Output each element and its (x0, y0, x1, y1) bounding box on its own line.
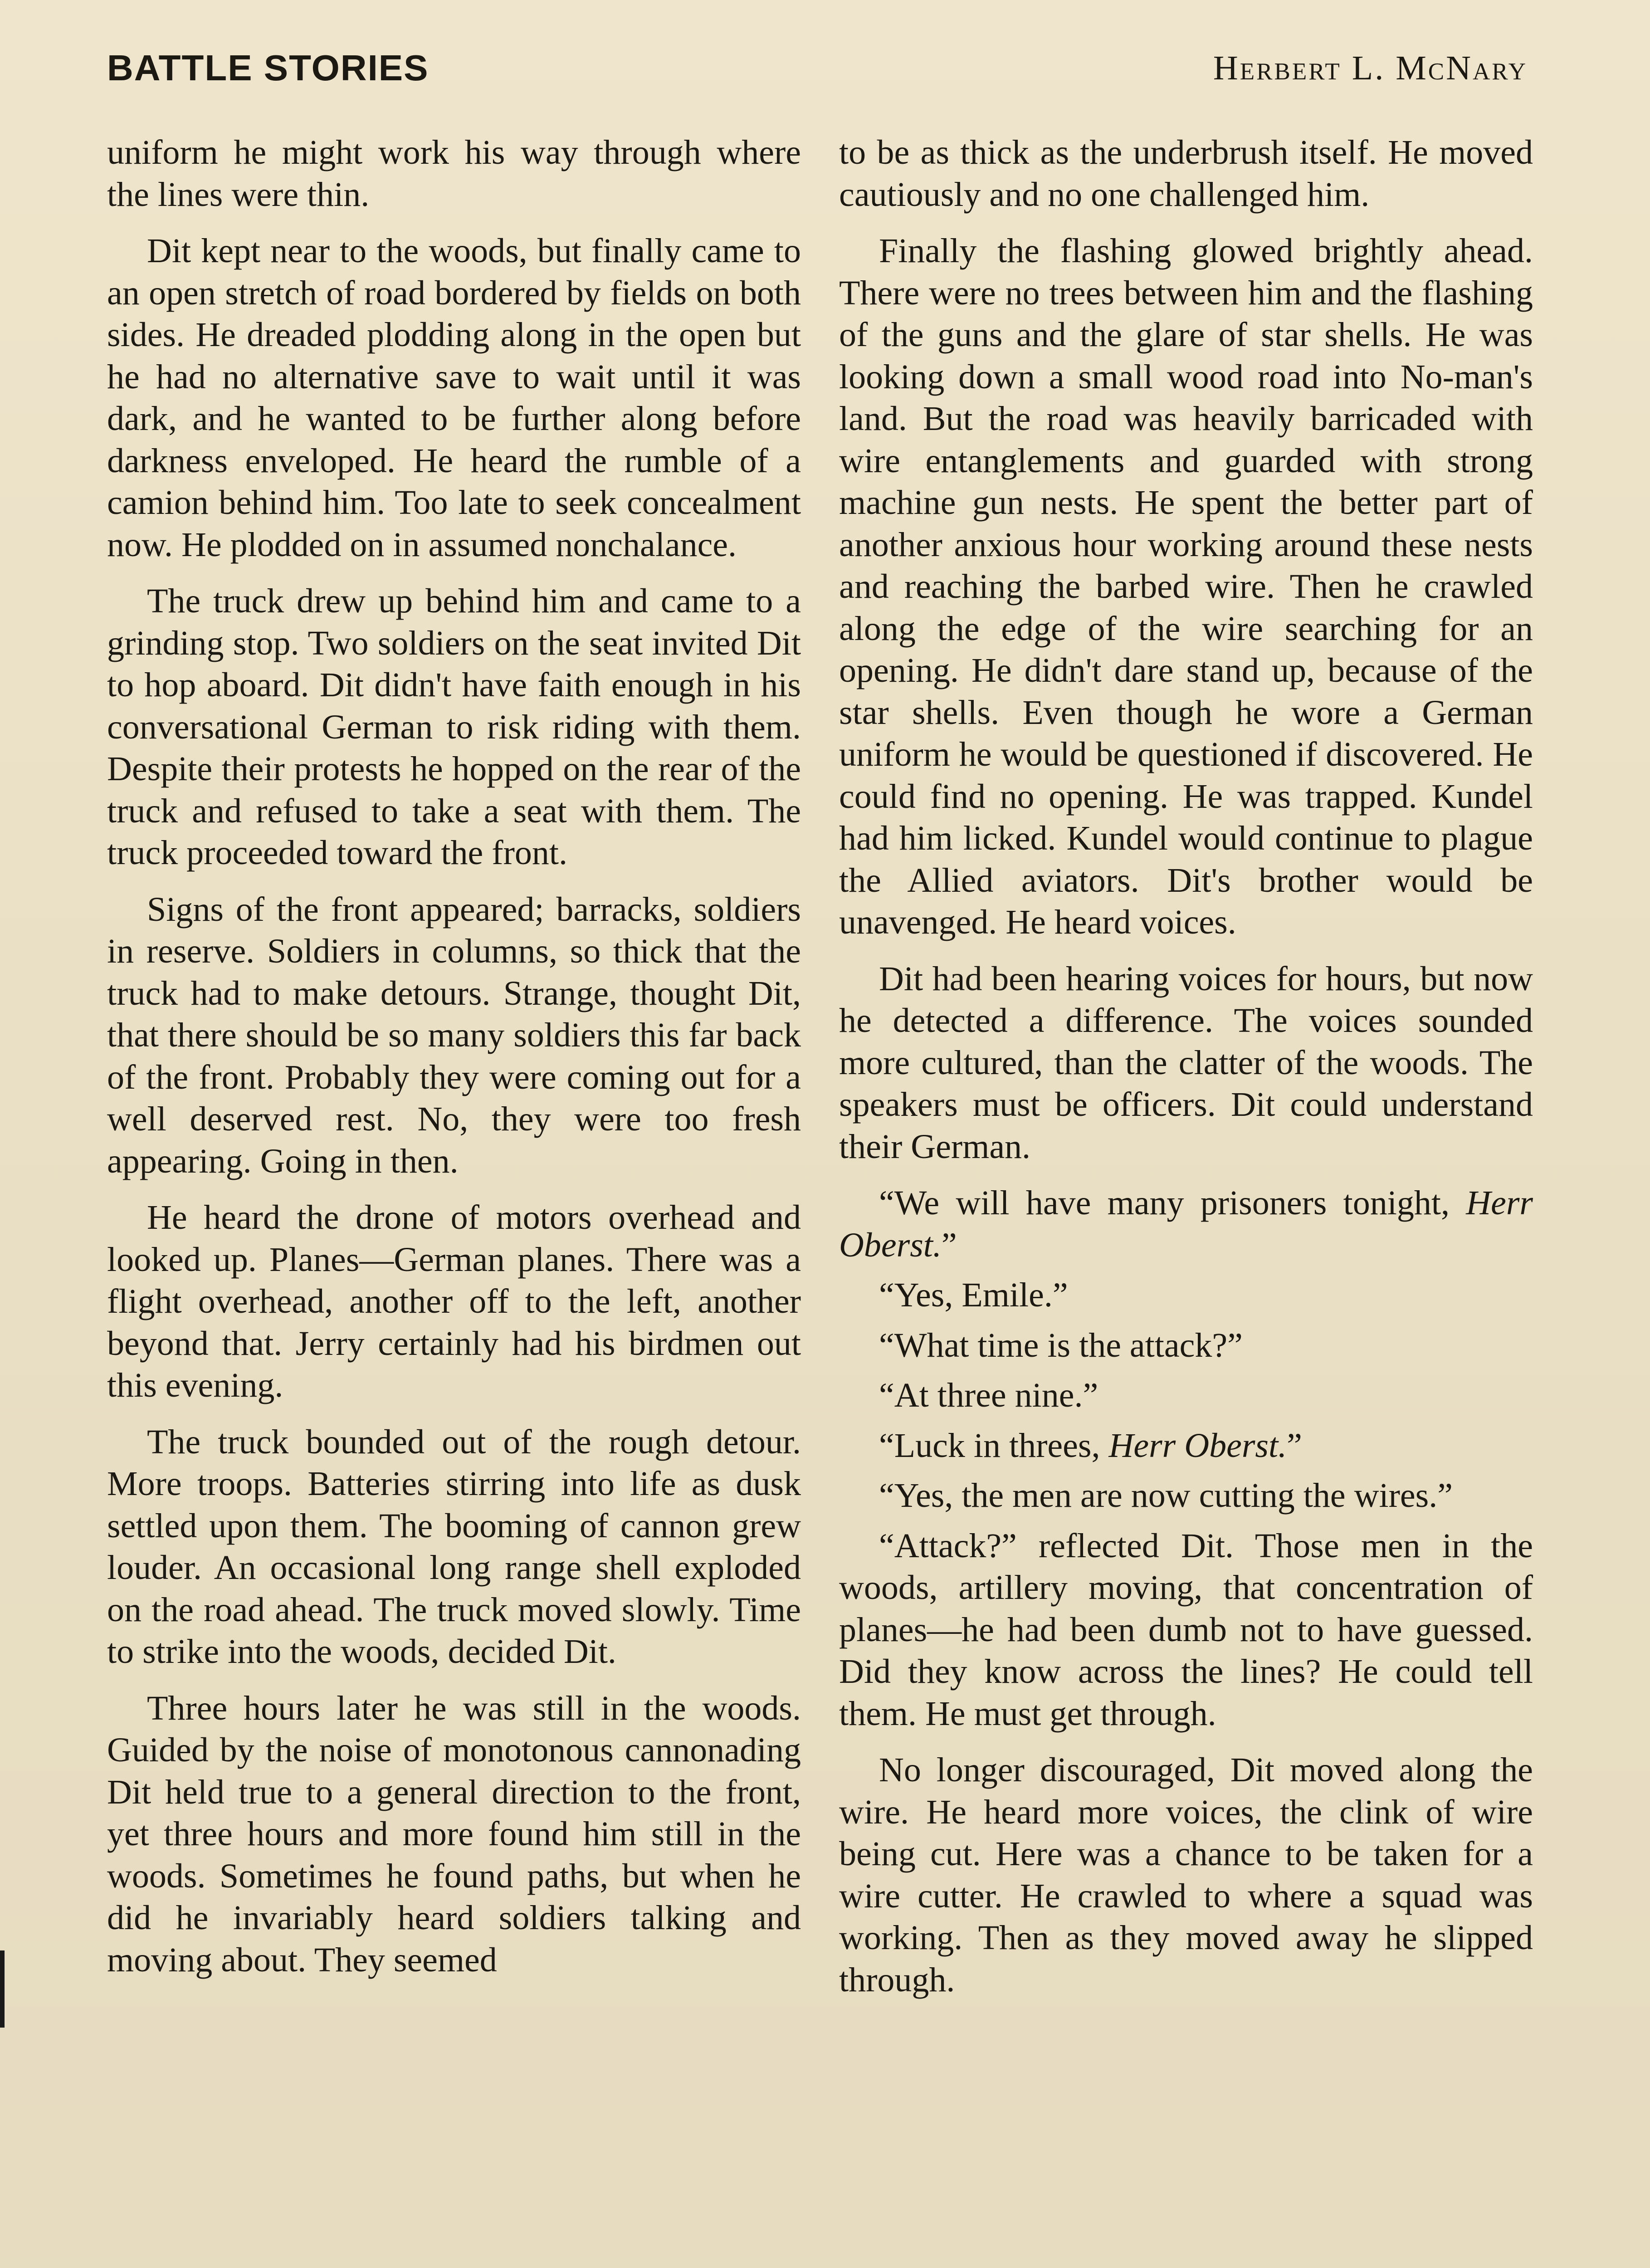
paragraph: “Attack?” reflected Dit. Those men in the woods, artillery moving, that concentration of planes—he had been dumb not to have guessed. Did they know across the lines? He could tell them. He must get through. (839, 1526, 1533, 1733)
paragraph: The truck bounded out of the rough detour. More troops. Batteries stirring into life as dusk settled upon them. The booming of cannon grew louder. An occasional long range shell exploded on the road ahead. The truck moved slowly. Time to strike into the woods, decided Dit. (107, 1422, 801, 1671)
right-column (839, 132, 1533, 2015)
dialogue-close: ” (941, 1226, 957, 1264)
dialogue-line (839, 1425, 1533, 1467)
paragraph: Three hours later he was still in the woods. Guided by the noise of monotonous cannonading Dit held true to a general direction to the front, yet three hours and more found him still in the woods. Sometimes he found paths, but when he did he invariably heard soldiers talking and moving about. They seemed (107, 1689, 801, 1979)
paragraph: No longer discouraged, Dit moved along the wire. He heard more voices, the clink of wire being cut. Here was a chance to be taken for a wire cutter. He crawled to where a squad was working. Then as they moved away he slipped through. (839, 1751, 1533, 1999)
dialogue-line: “At three nine.” (879, 1376, 1098, 1414)
paragraph: uniform he might work his way through where the lines were thin. (107, 133, 801, 214)
dialogue-text: “We will have many prisoners tonight, (879, 1184, 1466, 1222)
dialogue-close: ” (1287, 1426, 1302, 1465)
paragraph: Signs of the front appeared; barracks, soldiers in reserve. Soldiers in columns, so thick that the truck had to make detours. Strange, thought Dit, that there should be so many soldiers this far back of the front. Probably they were coming out for a well deserved rest. No, they were too fresh appearing. Going in then. (107, 890, 801, 1180)
dialogue-line: “Yes, the men are now cutting the wires.” (879, 1476, 1453, 1515)
magazine-title: BATTLE STORIES (107, 48, 429, 88)
dialogue-emphasis: Herr Oberst. (839, 1184, 1533, 1264)
paragraph: to be as thick as the underbrush itself. He moved cautiously and no one challenged him. (839, 133, 1533, 214)
paragraph: He heard the drone of motors overhead and looked up. Planes—German planes. There was a flight overhead, another off to the left, another beyond that. Jerry certainly had his birdmen out this evening. (107, 1198, 801, 1404)
dialogue-emphasis: Herr Oberst. (1108, 1426, 1287, 1465)
left-column (107, 132, 801, 1995)
paragraph: Finally the flashing glowed brightly ahead. There were no trees between him and the flashing of the guns and the glare of star shells. He was looking down a small wood road into No-man's land. But the road was heavily barricaded with wire entanglements and guarded with strong machine gun nests. He spent the better part of another anxious hour working around these nests and reaching the barbed wire. Then he crawled along the edge of the wire searching for an opening. He didn't dare stand up, because of the star shells. Even though he wore a German uniform he would be questioned if discovered. He could find no opening. He was trapped. Kundel had him licked. Kundel would continue to plague the Allied aviators. Dit's brother would be unavenged. He heard voices. (839, 232, 1533, 941)
paragraph: Dit kept near to the woods, but finally came to an open stretch of road bordered by fields on both sides. He dreaded plodding along in the open but he had no alternative save to wait until it was dark, and he wanted to be further along before darkness enveloped. He heard the rumble of a camion behind him. Too late to seek concealment now. He plodded on in assumed nonchalance. (107, 232, 801, 564)
dialogue-line: “What time is the attack?” (879, 1326, 1243, 1364)
author-name: Herbert L. McNary (1213, 49, 1528, 87)
dialogue-line: “Yes, Emile.” (879, 1276, 1068, 1314)
dialogue-text: “Luck in threes, (879, 1426, 1109, 1465)
paragraph: Dit had been hearing voices for hours, but now he detected a difference. The voices sounded more cultured, than the clatter of the woods. The speakers must be officers. Dit could understand their German. (839, 959, 1533, 1166)
scan-edge-mark (0, 1950, 5, 2028)
dialogue-line (839, 1182, 1533, 1266)
paragraph: The truck drew up behind him and came to a grinding stop. Two soldiers on the seat invited Dit to hop aboard. Dit didn't have faith enough in his conversational German to risk riding with them. Despite their protests he hopped on the rear of the truck and refused to take a seat with them. The truck proceeded toward the front. (107, 582, 801, 872)
